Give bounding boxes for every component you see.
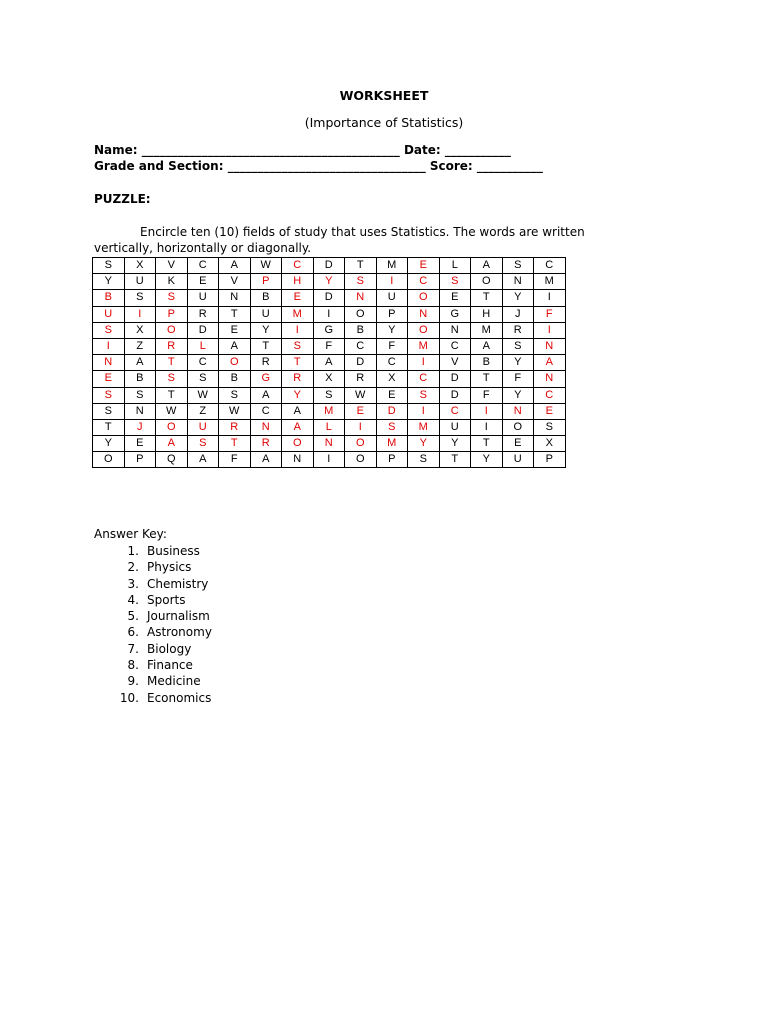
grid-cell[interactable]: D <box>313 290 345 306</box>
grid-cell[interactable]: I <box>313 452 345 468</box>
grid-cell[interactable]: Y <box>376 322 408 338</box>
grid-cell[interactable]: S <box>93 258 125 274</box>
grid-cell[interactable]: C <box>408 371 440 387</box>
grid-cell[interactable]: C <box>534 387 566 403</box>
answer-word: Astronomy <box>147 625 212 640</box>
grid-cell[interactable]: P <box>376 306 408 322</box>
grid-cell[interactable]: Y <box>502 290 534 306</box>
grid-cell[interactable]: S <box>376 419 408 435</box>
grid-cell[interactable]: R <box>156 338 188 354</box>
grid-row <box>93 306 566 322</box>
grid-cell[interactable]: I <box>345 419 377 435</box>
grid-cell[interactable]: M <box>408 419 440 435</box>
grid-cell[interactable]: R <box>345 371 377 387</box>
answer-number: 4. <box>127 592 139 607</box>
grid-cell[interactable]: T <box>439 452 471 468</box>
grid-cell[interactable]: E <box>187 274 219 290</box>
grid-cell[interactable]: S <box>313 387 345 403</box>
grid-cell[interactable]: Z <box>124 338 156 354</box>
grid-cell[interactable]: T <box>471 436 503 452</box>
grid-cell[interactable]: A <box>124 355 156 371</box>
grid-cell[interactable]: Y <box>93 274 125 290</box>
grid-cell[interactable]: U <box>93 306 125 322</box>
grid-row <box>93 436 566 452</box>
grid-cell[interactable]: U <box>187 419 219 435</box>
grid-cell[interactable]: S <box>93 322 125 338</box>
grid-cell[interactable]: I <box>93 338 125 354</box>
grid-cell[interactable]: U <box>502 452 534 468</box>
grid-cell[interactable]: R <box>187 306 219 322</box>
answer-number: 2. <box>127 560 139 575</box>
grid-cell[interactable]: O <box>408 290 440 306</box>
grid-cell[interactable]: A <box>534 355 566 371</box>
grid-cell[interactable]: J <box>124 419 156 435</box>
answer-word: Sports <box>147 592 186 607</box>
grid-cell[interactable]: O <box>345 452 377 468</box>
grid-cell[interactable]: S <box>93 403 125 419</box>
grid-cell[interactable]: N <box>345 290 377 306</box>
grid-cell[interactable]: S <box>187 436 219 452</box>
grid-cell[interactable]: N <box>93 355 125 371</box>
grid-cell[interactable]: C <box>439 403 471 419</box>
answer-word: Physics <box>147 560 192 575</box>
grid-cell[interactable]: L <box>439 258 471 274</box>
grid-cell[interactable]: O <box>156 322 188 338</box>
grid-cell[interactable]: D <box>345 355 377 371</box>
grid-cell[interactable]: B <box>93 290 125 306</box>
grid-cell[interactable]: U <box>439 419 471 435</box>
grid-cell[interactable]: Y <box>439 436 471 452</box>
grid-cell[interactable]: C <box>534 258 566 274</box>
grid-cell[interactable]: P <box>156 306 188 322</box>
answer-number: 1. <box>127 544 139 558</box>
grid-cell[interactable]: M <box>313 403 345 419</box>
grid-row <box>93 387 566 403</box>
grid-cell[interactable]: A <box>471 258 503 274</box>
grid-row <box>93 338 566 354</box>
grid-cell[interactable]: X <box>534 436 566 452</box>
grid-cell[interactable]: S <box>156 290 188 306</box>
grid-cell[interactable]: Y <box>313 274 345 290</box>
grid-cell[interactable]: E <box>376 387 408 403</box>
grid-cell[interactable]: X <box>376 371 408 387</box>
answer-word: Business <box>147 544 200 558</box>
grid-cell[interactable]: E <box>345 403 377 419</box>
grid-cell[interactable]: C <box>282 258 314 274</box>
answer-number: 10. <box>119 690 139 705</box>
grid-cell[interactable]: S <box>156 371 188 387</box>
grid-cell[interactable]: W <box>187 387 219 403</box>
worksheet-subtitle: (Importance of Statistics) <box>304 115 464 130</box>
grid-cell[interactable]: V <box>219 274 251 290</box>
grid-cell[interactable]: F <box>376 338 408 354</box>
grid-cell[interactable]: R <box>250 355 282 371</box>
grid-cell[interactable]: Q <box>156 452 188 468</box>
grid-cell[interactable]: T <box>219 436 251 452</box>
grid-cell[interactable]: P <box>534 452 566 468</box>
grid-cell[interactable]: A <box>250 452 282 468</box>
grid-cell[interactable]: A <box>282 403 314 419</box>
grid-cell[interactable]: E <box>282 290 314 306</box>
grid-cell[interactable]: X <box>313 371 345 387</box>
grid-cell[interactable]: Y <box>250 322 282 338</box>
grid-cell[interactable]: B <box>250 290 282 306</box>
grid-cell[interactable]: W <box>345 387 377 403</box>
grid-cell[interactable]: I <box>282 322 314 338</box>
grid-cell[interactable]: D <box>376 403 408 419</box>
grid-cell[interactable]: B <box>124 371 156 387</box>
grid-cell[interactable]: N <box>534 371 566 387</box>
answer-item <box>94 624 212 640</box>
answer-item <box>94 592 212 608</box>
grid-cell[interactable]: I <box>471 419 503 435</box>
grid-cell[interactable]: D <box>439 387 471 403</box>
grid-cell[interactable]: N <box>502 403 534 419</box>
answer-number: 7. <box>127 641 139 656</box>
grid-cell[interactable]: R <box>219 419 251 435</box>
grid-cell[interactable]: M <box>408 338 440 354</box>
grid-cell[interactable]: C <box>187 258 219 274</box>
grid-cell[interactable]: S <box>408 387 440 403</box>
grid-cell[interactable]: V <box>156 258 188 274</box>
grid-cell[interactable]: U <box>376 290 408 306</box>
grid-row <box>93 274 566 290</box>
grid-cell[interactable]: Y <box>471 452 503 468</box>
grid-cell[interactable]: O <box>156 419 188 435</box>
grid-cell[interactable]: T <box>156 355 188 371</box>
grid-cell[interactable]: G <box>313 322 345 338</box>
grid-cell[interactable]: T <box>156 387 188 403</box>
grid-cell[interactable]: A <box>250 387 282 403</box>
word-search-grid <box>92 257 566 468</box>
grid-cell[interactable]: B <box>345 322 377 338</box>
grid-cell[interactable]: Y <box>408 436 440 452</box>
grid-cell[interactable]: S <box>93 387 125 403</box>
grid-cell[interactable]: E <box>124 436 156 452</box>
grid-cell[interactable]: N <box>124 403 156 419</box>
grid-cell[interactable]: N <box>282 452 314 468</box>
grid-cell[interactable]: T <box>471 371 503 387</box>
grid-cell[interactable]: U <box>124 274 156 290</box>
grid-cell[interactable]: W <box>156 403 188 419</box>
grid-cell[interactable]: O <box>471 274 503 290</box>
answer-item <box>94 559 212 575</box>
grid-cell[interactable]: A <box>156 436 188 452</box>
grid-cell[interactable]: P <box>124 452 156 468</box>
grid-cell[interactable]: T <box>219 306 251 322</box>
answer-word: Economics <box>147 690 212 705</box>
grid-cell[interactable]: C <box>408 274 440 290</box>
grid-cell[interactable]: R <box>250 436 282 452</box>
grid-cell[interactable]: U <box>250 306 282 322</box>
grid-cell[interactable]: C <box>187 355 219 371</box>
grid-cell[interactable]: E <box>439 290 471 306</box>
grid-row <box>93 290 566 306</box>
grade-score-line: Grade and Section: _________________________________ Score: ___________ <box>94 159 543 173</box>
grid-cell[interactable]: I <box>408 403 440 419</box>
grid-cell[interactable]: C <box>250 403 282 419</box>
name-date-line: Name: ___________________________________________ Date: ___________ <box>94 143 511 157</box>
grid-cell[interactable]: M <box>534 274 566 290</box>
grid-cell[interactable]: F <box>219 452 251 468</box>
grid-cell[interactable]: O <box>408 322 440 338</box>
grid-cell[interactable]: N <box>313 436 345 452</box>
grid-cell[interactable]: I <box>376 274 408 290</box>
grid-cell[interactable]: S <box>408 452 440 468</box>
grid-row <box>93 452 566 468</box>
grid-cell[interactable]: T <box>93 419 125 435</box>
grid-cell[interactable]: N <box>408 306 440 322</box>
grid-cell[interactable]: S <box>187 371 219 387</box>
grid-cell[interactable]: C <box>439 338 471 354</box>
grid-cell[interactable]: T <box>471 290 503 306</box>
grid-cell[interactable]: O <box>282 436 314 452</box>
grid-cell[interactable]: G <box>439 306 471 322</box>
grid-cell[interactable]: R <box>502 322 534 338</box>
grid-cell[interactable]: I <box>408 355 440 371</box>
grid-cell[interactable]: V <box>439 355 471 371</box>
grid-cell[interactable]: F <box>471 387 503 403</box>
grid-cell[interactable]: O <box>345 436 377 452</box>
grid-cell[interactable]: A <box>219 258 251 274</box>
grid-row <box>93 371 566 387</box>
grid-cell[interactable]: I <box>313 306 345 322</box>
grid-cell[interactable]: C <box>345 338 377 354</box>
grid-cell[interactable]: O <box>502 419 534 435</box>
grid-cell[interactable]: M <box>471 322 503 338</box>
answer-key-list <box>94 543 212 706</box>
grid-cell[interactable]: N <box>534 338 566 354</box>
grid-cell[interactable]: Z <box>187 403 219 419</box>
grid-cell[interactable]: E <box>534 403 566 419</box>
answer-item <box>94 657 212 673</box>
grid-cell[interactable]: M <box>376 436 408 452</box>
grid-row <box>93 419 566 435</box>
grid-cell[interactable]: F <box>502 371 534 387</box>
answer-number: 9. <box>127 674 139 689</box>
grid-cell[interactable]: B <box>471 355 503 371</box>
grid-cell[interactable]: W <box>250 258 282 274</box>
grid-cell[interactable]: P <box>376 452 408 468</box>
grid-cell[interactable]: R <box>282 371 314 387</box>
grid-cell[interactable]: I <box>534 290 566 306</box>
grid-row <box>93 258 566 274</box>
grid-cell[interactable]: A <box>187 452 219 468</box>
grid-cell[interactable]: E <box>502 436 534 452</box>
grid-cell[interactable]: D <box>313 258 345 274</box>
grid-cell[interactable]: S <box>124 290 156 306</box>
answer-item <box>94 690 212 706</box>
grid-cell[interactable]: S <box>219 387 251 403</box>
grid-cell[interactable]: O <box>345 306 377 322</box>
answer-word: Finance <box>147 658 193 673</box>
grid-row <box>93 355 566 371</box>
grid-cell[interactable]: D <box>439 371 471 387</box>
grid-cell[interactable]: L <box>313 419 345 435</box>
grid-cell[interactable]: T <box>282 355 314 371</box>
answer-word: Chemistry <box>147 576 209 591</box>
grid-cell[interactable]: S <box>345 274 377 290</box>
grid-cell[interactable]: S <box>534 419 566 435</box>
grid-cell[interactable]: P <box>250 274 282 290</box>
grid-cell[interactable]: A <box>471 338 503 354</box>
grid-cell[interactable]: M <box>376 258 408 274</box>
answer-number: 3. <box>127 576 139 591</box>
grid-cell[interactable]: I <box>124 306 156 322</box>
grid-cell[interactable]: J <box>502 306 534 322</box>
answer-item <box>94 576 212 592</box>
grid-cell[interactable]: H <box>471 306 503 322</box>
worksheet-title: WORKSHEET <box>339 88 429 103</box>
grid-cell[interactable]: A <box>313 355 345 371</box>
grid-cell[interactable]: N <box>439 322 471 338</box>
grid-cell[interactable]: N <box>219 290 251 306</box>
grid-cell[interactable]: A <box>282 419 314 435</box>
answer-word: Biology <box>147 641 192 656</box>
grid-cell[interactable]: U <box>187 290 219 306</box>
answer-item <box>94 673 212 689</box>
grid-cell[interactable]: I <box>534 322 566 338</box>
puzzle-instructions: Encircle ten (10) fields of study that uses Statistics. The words are written vertically, horizontally or diagonally. <box>94 225 585 255</box>
grid-cell[interactable]: E <box>219 322 251 338</box>
answer-number: 6. <box>127 625 139 640</box>
grid-cell[interactable]: F <box>534 306 566 322</box>
grid-cell[interactable]: T <box>345 258 377 274</box>
answer-number: 5. <box>127 609 139 624</box>
grid-cell[interactable]: S <box>502 258 534 274</box>
grid-cell[interactable]: Y <box>502 387 534 403</box>
grid-cell[interactable]: M <box>282 306 314 322</box>
grid-cell[interactable]: G <box>250 371 282 387</box>
grid-cell[interactable]: W <box>219 403 251 419</box>
grid-cell[interactable]: B <box>219 371 251 387</box>
grid-cell[interactable]: I <box>471 403 503 419</box>
grid-cell[interactable]: Y <box>93 436 125 452</box>
grid-cell[interactable]: S <box>439 274 471 290</box>
grid-cell[interactable]: H <box>282 274 314 290</box>
grid-cell[interactable]: X <box>124 322 156 338</box>
grid-cell[interactable]: S <box>282 338 314 354</box>
answer-number: 8. <box>127 658 139 673</box>
grid-cell[interactable]: S <box>124 387 156 403</box>
grid-cell[interactable]: O <box>93 452 125 468</box>
answer-word: Medicine <box>147 674 201 689</box>
grid-cell[interactable]: Y <box>502 355 534 371</box>
grid-cell[interactable]: T <box>250 338 282 354</box>
grid-cell[interactable]: K <box>156 274 188 290</box>
answer-word: Journalism <box>147 609 210 624</box>
grid-cell[interactable]: D <box>187 322 219 338</box>
grid-cell[interactable]: N <box>502 274 534 290</box>
answer-item <box>94 641 212 657</box>
answer-item <box>94 543 212 559</box>
grid-cell[interactable]: N <box>250 419 282 435</box>
grid-cell[interactable]: C <box>376 355 408 371</box>
grid-cell[interactable]: X <box>124 258 156 274</box>
grid-row <box>93 322 566 338</box>
answer-key-label: Answer Key: <box>94 527 167 541</box>
grid-cell[interactable]: E <box>93 371 125 387</box>
grid-cell[interactable]: O <box>219 355 251 371</box>
grid-cell[interactable]: E <box>408 258 440 274</box>
grid-cell[interactable]: Y <box>282 387 314 403</box>
puzzle-label: PUZZLE: <box>94 192 151 206</box>
grid-cell[interactable]: A <box>219 338 251 354</box>
grid-cell[interactable]: L <box>187 338 219 354</box>
grid-cell[interactable]: F <box>313 338 345 354</box>
grid-cell[interactable]: S <box>502 338 534 354</box>
grid-row <box>93 403 566 419</box>
answer-item <box>94 608 212 624</box>
